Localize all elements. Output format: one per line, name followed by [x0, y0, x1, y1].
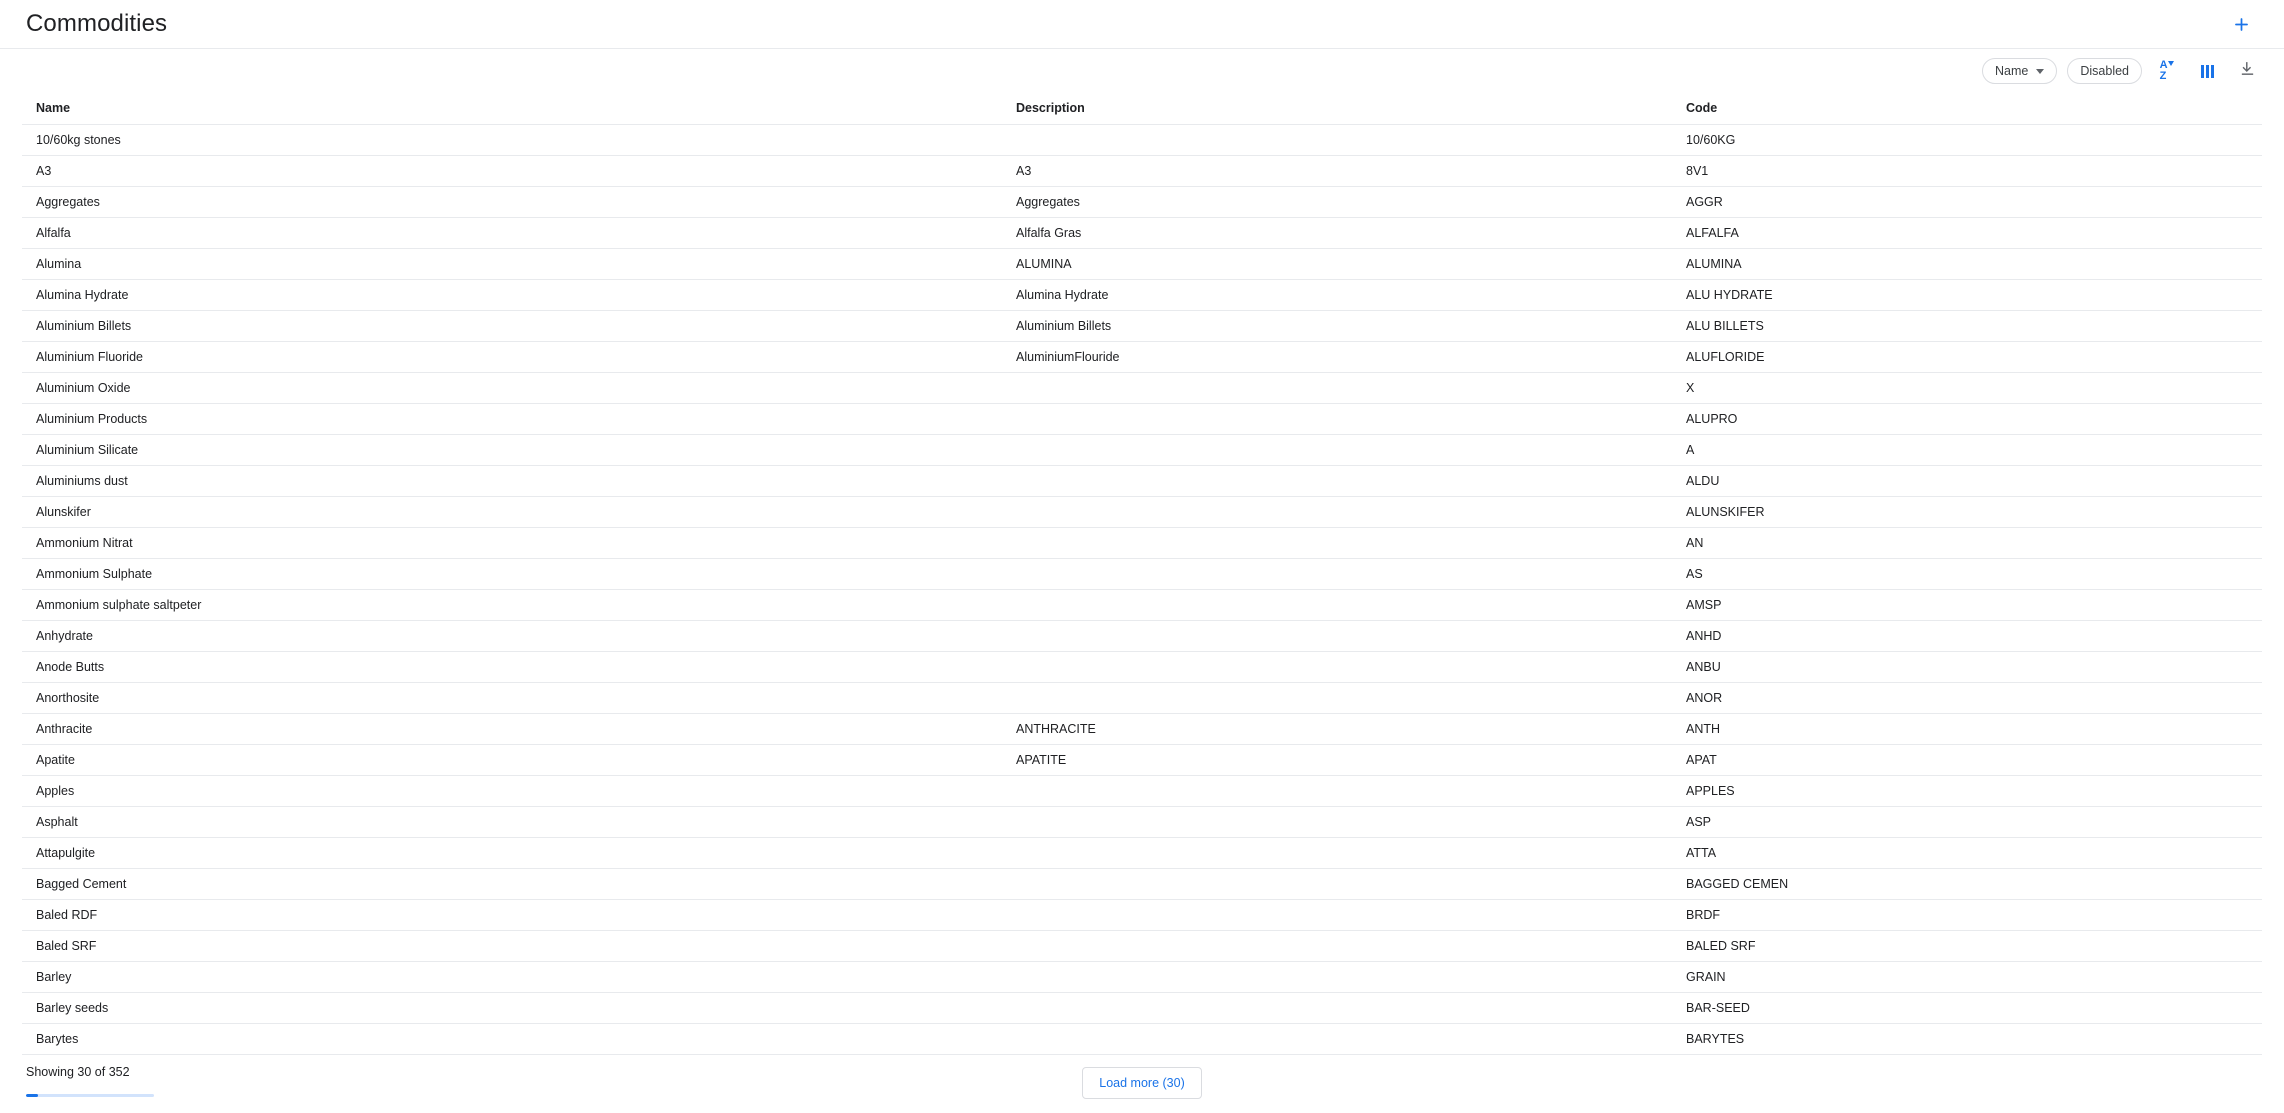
cell-description	[1002, 125, 1672, 156]
cell-name: Barley seeds	[22, 993, 1002, 1024]
table-row[interactable]	[22, 435, 2262, 466]
cell-code: BAGGED CEMEN	[1672, 869, 2262, 900]
table-row[interactable]	[22, 373, 2262, 404]
cell-name: Ammonium Nitrat	[22, 528, 1002, 559]
cell-description	[1002, 590, 1672, 621]
cell-code: BALED SRF	[1672, 931, 2262, 962]
cell-name: Barytes	[22, 1024, 1002, 1055]
cell-description	[1002, 962, 1672, 993]
cell-name: Ammonium sulphate saltpeter	[22, 590, 1002, 621]
cell-name: Apatite	[22, 745, 1002, 776]
column-header-name[interactable]: Name	[22, 93, 1002, 125]
cell-name: Ammonium Sulphate	[22, 559, 1002, 590]
cell-name: Aluminiums dust	[22, 466, 1002, 497]
table-row[interactable]	[22, 621, 2262, 652]
column-header-description[interactable]: Description	[1002, 93, 1672, 125]
cell-name: Anorthosite	[22, 683, 1002, 714]
status-filter-chip[interactable]	[2067, 58, 2142, 84]
columns-button[interactable]	[2192, 56, 2222, 86]
cell-name: Baled RDF	[22, 900, 1002, 931]
plus-icon	[2232, 15, 2251, 34]
cell-code: GRAIN	[1672, 962, 2262, 993]
cell-code: ALU HYDRATE	[1672, 280, 2262, 311]
cell-code: APAT	[1672, 745, 2262, 776]
cell-description	[1002, 528, 1672, 559]
table-row[interactable]	[22, 125, 2262, 156]
cell-code: BAR-SEED	[1672, 993, 2262, 1024]
column-header-code[interactable]: Code	[1672, 93, 2262, 125]
cell-name: Barley	[22, 962, 1002, 993]
cell-description	[1002, 807, 1672, 838]
cell-description: Alumina Hydrate	[1002, 280, 1672, 311]
cell-description: AluminiumFlouride	[1002, 342, 1672, 373]
cell-code: ANOR	[1672, 683, 2262, 714]
table-row[interactable]	[22, 311, 2262, 342]
columns-icon	[2201, 65, 2214, 78]
cell-description	[1002, 497, 1672, 528]
table-row[interactable]	[22, 466, 2262, 497]
cell-name: Attapulgite	[22, 838, 1002, 869]
cell-code: ATTA	[1672, 838, 2262, 869]
load-progress-bar	[26, 1094, 154, 1097]
page-header	[0, 0, 2284, 48]
cell-description	[1002, 931, 1672, 962]
cell-name: Asphalt	[22, 807, 1002, 838]
cell-code: BARYTES	[1672, 1024, 2262, 1055]
table-row[interactable]	[22, 838, 2262, 869]
cell-description	[1002, 373, 1672, 404]
table-row[interactable]	[22, 714, 2262, 745]
table-row[interactable]	[22, 807, 2262, 838]
table-footer	[0, 1051, 2284, 1113]
table-row[interactable]	[22, 745, 2262, 776]
cell-description	[1002, 621, 1672, 652]
sort-direction-button[interactable]	[2152, 56, 2182, 86]
cell-description: Aggregates	[1002, 187, 1672, 218]
table-row[interactable]	[22, 218, 2262, 249]
cell-code: ALUFLORIDE	[1672, 342, 2262, 373]
cell-name: Aluminium Fluoride	[22, 342, 1002, 373]
table-row[interactable]	[22, 497, 2262, 528]
cell-code: AGGR	[1672, 187, 2262, 218]
cell-name: Aluminium Products	[22, 404, 1002, 435]
cell-name: Alfalfa	[22, 218, 1002, 249]
sort-alpha-ascending-icon: A Z	[2160, 60, 2175, 82]
cell-name: Aggregates	[22, 187, 1002, 218]
table-row[interactable]	[22, 342, 2262, 373]
download-icon	[2239, 60, 2256, 82]
cell-description: Aluminium Billets	[1002, 311, 1672, 342]
add-commodity-button[interactable]	[2224, 7, 2258, 41]
commodities-table-container	[0, 93, 2284, 1055]
cell-code: 8V1	[1672, 156, 2262, 187]
cell-description	[1002, 993, 1672, 1024]
table-row[interactable]	[22, 993, 2262, 1024]
load-progress-fill	[26, 1094, 38, 1097]
table-row[interactable]	[22, 187, 2262, 218]
table-row[interactable]	[22, 559, 2262, 590]
cell-name: A3	[22, 156, 1002, 187]
download-button[interactable]	[2232, 56, 2262, 86]
cell-code: ALFALFA	[1672, 218, 2262, 249]
cell-code: ALDU	[1672, 466, 2262, 497]
cell-description	[1002, 466, 1672, 497]
cell-name: Aluminium Silicate	[22, 435, 1002, 466]
cell-name: Bagged Cement	[22, 869, 1002, 900]
table-row[interactable]	[22, 528, 2262, 559]
cell-code: A	[1672, 435, 2262, 466]
cell-name: Aluminium Oxide	[22, 373, 1002, 404]
cell-code: ALUPRO	[1672, 404, 2262, 435]
table-row[interactable]	[22, 1024, 2262, 1055]
table-row[interactable]	[22, 156, 2262, 187]
cell-description: A3	[1002, 156, 1672, 187]
table-row[interactable]	[22, 249, 2262, 280]
cell-description	[1002, 1024, 1672, 1055]
sort-field-label: Name	[1995, 64, 2029, 78]
chevron-down-icon	[2036, 69, 2044, 74]
cell-description: ANTHRACITE	[1002, 714, 1672, 745]
load-more-button[interactable]: Load more (30)	[1082, 1067, 1201, 1099]
table-row[interactable]	[22, 280, 2262, 311]
table-toolbar	[0, 49, 2284, 93]
cell-description: ALUMINA	[1002, 249, 1672, 280]
cell-code: 10/60KG	[1672, 125, 2262, 156]
cell-code: ANHD	[1672, 621, 2262, 652]
cell-name: Anhydrate	[22, 621, 1002, 652]
table-row[interactable]	[22, 931, 2262, 962]
cell-description	[1002, 683, 1672, 714]
load-more-container	[0, 1067, 2284, 1099]
cell-name: Alumina Hydrate	[22, 280, 1002, 311]
cell-code: ANTH	[1672, 714, 2262, 745]
cell-code: ALUNSKIFER	[1672, 497, 2262, 528]
table-row[interactable]	[22, 776, 2262, 807]
showing-count-label: Showing 30 of 352	[26, 1065, 130, 1079]
cell-code: AMSP	[1672, 590, 2262, 621]
table-row[interactable]	[22, 900, 2262, 931]
cell-description	[1002, 652, 1672, 683]
cell-name: Alunskifer	[22, 497, 1002, 528]
cell-code: ASP	[1672, 807, 2262, 838]
cell-description	[1002, 776, 1672, 807]
table-row[interactable]	[22, 590, 2262, 621]
cell-name: Apples	[22, 776, 1002, 807]
table-row[interactable]	[22, 962, 2262, 993]
cell-name: 10/60kg stones	[22, 125, 1002, 156]
page-title: Commodities	[26, 10, 168, 37]
cell-description: Alfalfa Gras	[1002, 218, 1672, 249]
cell-description	[1002, 404, 1672, 435]
cell-name: Baled SRF	[22, 931, 1002, 962]
sort-field-chip[interactable]	[1982, 58, 2057, 84]
cell-name: Anode Butts	[22, 652, 1002, 683]
cell-description	[1002, 869, 1672, 900]
cell-code: BRDF	[1672, 900, 2262, 931]
cell-code: ALU BILLETS	[1672, 311, 2262, 342]
status-filter-label: Disabled	[2080, 64, 2129, 78]
header-actions	[2224, 7, 2258, 41]
table-row[interactable]	[22, 869, 2262, 900]
cell-description	[1002, 838, 1672, 869]
cell-code: AN	[1672, 528, 2262, 559]
cell-name: Alumina	[22, 249, 1002, 280]
cell-code: X	[1672, 373, 2262, 404]
table-row[interactable]	[22, 683, 2262, 714]
cell-description: APATITE	[1002, 745, 1672, 776]
cell-description	[1002, 900, 1672, 931]
table-row[interactable]	[22, 404, 2262, 435]
cell-name: Anthracite	[22, 714, 1002, 745]
table-body	[22, 125, 2262, 1055]
cell-code: AS	[1672, 559, 2262, 590]
cell-description	[1002, 435, 1672, 466]
commodities-table	[22, 93, 2262, 1055]
cell-code: ALUMINA	[1672, 249, 2262, 280]
table-header-row	[22, 93, 2262, 125]
cell-code: APPLES	[1672, 776, 2262, 807]
table-row[interactable]	[22, 652, 2262, 683]
cell-description	[1002, 559, 1672, 590]
cell-name: Aluminium Billets	[22, 311, 1002, 342]
cell-code: ANBU	[1672, 652, 2262, 683]
